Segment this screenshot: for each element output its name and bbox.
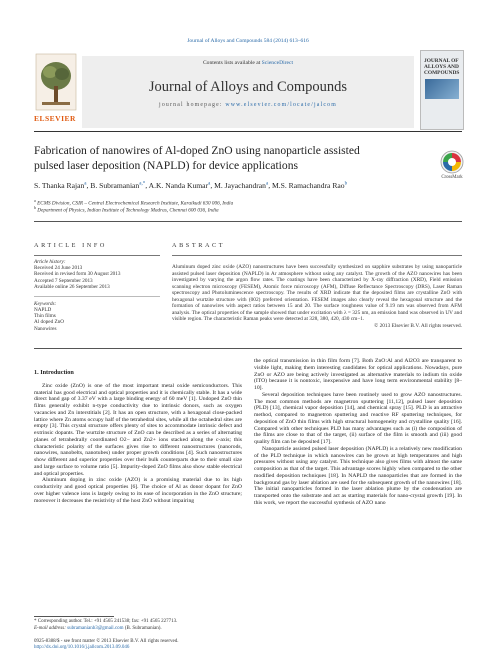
author[interactable]: S. Thanka Rajan$^a$, bbox=[34, 181, 91, 190]
crossmark-label: CrossMark bbox=[441, 175, 463, 180]
affiliation: $^a$ ECMS Division, CSIR – Central Electrochemical Research Institute, Karaikudi 630 006, India bbox=[34, 198, 234, 207]
keyword: Al doped ZnO bbox=[34, 319, 64, 326]
divider bbox=[34, 221, 462, 222]
issn-doi-block bbox=[34, 639, 254, 651]
author[interactable]: B. Subramanian$^{a,*}$, bbox=[90, 181, 149, 190]
author[interactable]: A.K. Nanda Kumar$^a$, bbox=[148, 181, 215, 190]
email-note: E-mail address: subramanianb3@gmail.com (B. Subramanian). bbox=[34, 626, 162, 631]
body-paragraph: Aluminum doping in zinc oxide (AZO) is a promising material due to its high conductivity and good optical properties [6]. The choice of Al as donor dopant for ZnO over higher valence ions is largely owing to its ease of incorporation in the ZnO structure; moreover it decreases the resistivity of the host ZnO without impairing bbox=[34, 477, 242, 504]
paper-title: Fabrication of nanowires of Al-doped ZnO using nanoparticle assisted pulsed laser deposition (NAPLD) for device applications bbox=[34, 144, 360, 172]
body-paragraph: Several deposition techniques have been routinely used to grow AZO nanostructures. The most common methods are magnetron sputtering [11,12], pulsed laser deposition (PLD) [13], chemical vapor deposition [14], and chemical spray [15]. PLD is an attractive method, compared to magnetron sputtering and reactive RF sputtering techniques, for deposition of ZnO thin films with high structural homogeneity and crystalline quality [16]. Compared with other techniques PLD has many advantages such as (i) the composition of the films are close to that of the target, (ii) surface of the film is smooth and (iii) good quality film can be deposited [17]. bbox=[254, 391, 462, 445]
history-entry: Available online 26 September 2013 bbox=[34, 284, 110, 291]
body-paragraph: the optical transmission in thin film form [7]. Both ZnO:Al and Al2O3 are transparent to visible light, making them interesting candidates for optical applications. Nowadays, pure ZnO or AZO are being actively investigated as alternative materials to indium tin oxide (ITO) because it is nontoxic, inexpensive and have long term environmental stability [8–10]. bbox=[254, 358, 462, 391]
elsevier-tree-logo bbox=[34, 52, 78, 116]
body-paragraph: Zinc oxide (ZnO) is one of the most important metal oxide semiconductors. This material has good electrical and optical properties and it is chemically stable. It has a wide direct band gap of 3.37 eV with a large binding energy of 60 meV [1]. Undoped ZnO thin films generally exhibit n-type conductivity due to intrinsic donors, such as oxygen vacancies and Zn interstitials [2]. It has an open structure, with a hexagonal close-packed lattice where Zn atoms occupy half of the tetrahedral sites, while all the octahedral sites are empty [3]. This crystal structure offers plenty of sites to accommodate intrinsic defect and extrinsic dopants. The wurtzite structure of ZnO can be described as a series of alternating planes of tetrahedrally coordinated O2− and Zn2+ ions stacked along the c-axis; this characteristic polarity of the surfaces gives rise to different nanostructures (nanorods, nanowires, nanobelts, nanotubes) under proper growth conditions [4]. Such nanostructures show different and superior properties over their bulk counterparts due to their small size and large surface to volume ratio [5]. Impurity-doped ZnO films also show stable electrical and optical properties. bbox=[34, 382, 242, 477]
body-column-left bbox=[34, 370, 242, 504]
homepage-link[interactable]: www.elsevier.com/locate/jalcom bbox=[225, 102, 337, 108]
cover-image bbox=[425, 79, 459, 99]
body-paragraph: Nanoparticle assisted pulsed laser deposition (NAPLD) is a relatively new modification of the PLD technique in which nanowires can be grown at high temperatures and high pressures without using any catalyst. This technique also gives films with almost the same composition as that of the target. This advantage scores highly when compared to the other modified deposition techniques [18]. In NAPLD the nanoparticles that are formed in the background gas by laser ablation are used for the subsequent growth of the nanowires [18]. The initial nanoparticles formed in the laser ablation plume by the condensation are transported onto the substrate and act as starting materials for nano-crystal growth [19]. In this work, we report the successful synthesis of AZO nano bbox=[254, 445, 462, 506]
history-entry: Accepted 7 September 2013 bbox=[34, 277, 93, 284]
masthead-rule bbox=[34, 131, 462, 132]
journal-citation[interactable]: Journal of Alloys and Compounds 584 (2014) 613–616 bbox=[187, 38, 309, 44]
article-info-heading: ARTICLE INFO bbox=[34, 242, 107, 249]
doi-link[interactable]: http://dx.doi.org/10.1016/j.jallcom.2013.09.046 bbox=[34, 645, 130, 650]
affiliation: $^b$ Department of Physics, Indian Institute of Technology Madras, Chennai 600 036, India bbox=[34, 205, 219, 214]
corresponding-author-note: * Corresponding author. Tel.: +91 4565 241538; fax: +91 4565 227713. bbox=[34, 619, 178, 624]
footnote-rule bbox=[34, 616, 114, 617]
keyword: NAPLD bbox=[34, 306, 52, 313]
history-entry: Received 24 June 2013 bbox=[34, 265, 83, 271]
email-link[interactable]: subramanianb3@gmail.com bbox=[67, 626, 124, 631]
crossmark-icon[interactable] bbox=[440, 150, 464, 174]
keywords-label: Keywords: bbox=[34, 300, 57, 307]
abstract-text: Aluminum doped zinc oxide (AZO) nanostructures have been successfully synthesized on sapphire substrates by using nanoparticle assisted pulsed laser deposition (NAPLD) in Ar atmosphere without using any catalyst. The growth of the AZO nanowires has been investigated by varying the argon flow rates. The coatings have been characterized by X-ray diffraction (XRD), Field emission scanning electron microscopy (FESEM), Atomic force microscopy (AFM), Diffuse Reflectance Spectroscopy (DRS), Laser Raman spectroscopy and Photoluminescence spectroscopy. The results of XRD indicate that the deposited films are crystalline ZnO with hexagonal wurtzite structure with (002) preferred orientation. FESEM images also clearly reveal the hexagonal structure and the formation of nanowires with aspect ratios between 15 and 20. The surface roughness value of 9.19 nm was observed from AFM analysis. The optical properties of the sample showed that under excitation with λ = 325 nm, an emission band was observed in UV and visible region. The characteristic Raman peaks were detected at 328, 380, 420, 430 cm−1. bbox=[172, 264, 462, 323]
abstract-copyright: © 2013 Elsevier B.V. All rights reserved. bbox=[374, 322, 462, 329]
history-label: Article history: bbox=[34, 259, 66, 265]
abstract-heading: ABSTRACT bbox=[172, 242, 226, 249]
abstract bbox=[172, 242, 462, 329]
keyword: Thin films bbox=[34, 313, 56, 320]
sciencedirect-link[interactable]: ScienceDirect bbox=[261, 60, 294, 66]
keyword: Nanowires bbox=[34, 325, 57, 332]
journal-homepage: journal homepage: www.elsevier.com/locate/jalcom bbox=[159, 102, 337, 108]
cover-title: JOURNAL OF ALLOYS AND COMPOUNDS bbox=[424, 58, 460, 76]
author[interactable]: M.S. Ramachandra Rao$^b$ bbox=[272, 181, 348, 190]
body-column-right bbox=[254, 358, 462, 507]
publisher-name: ELSEVIER bbox=[34, 114, 76, 123]
section-heading: 1. Introduction bbox=[34, 369, 74, 376]
author-list bbox=[34, 181, 464, 190]
contents-line: Contents lists available at ScienceDirect bbox=[202, 60, 294, 66]
journal-cover-thumbnail[interactable] bbox=[420, 50, 464, 130]
journal-name: Journal of Alloys and Compounds bbox=[148, 79, 348, 95]
divider bbox=[34, 348, 462, 349]
issn-line: 0925-8388/$ - see front matter © 2013 Elsevier B.V. All rights reserved. bbox=[34, 639, 179, 644]
article-info bbox=[34, 242, 160, 332]
author[interactable]: M. Jayachandran$^a$, bbox=[214, 181, 273, 190]
history-entry: Received in revised form 30 August 2013 bbox=[34, 271, 121, 278]
